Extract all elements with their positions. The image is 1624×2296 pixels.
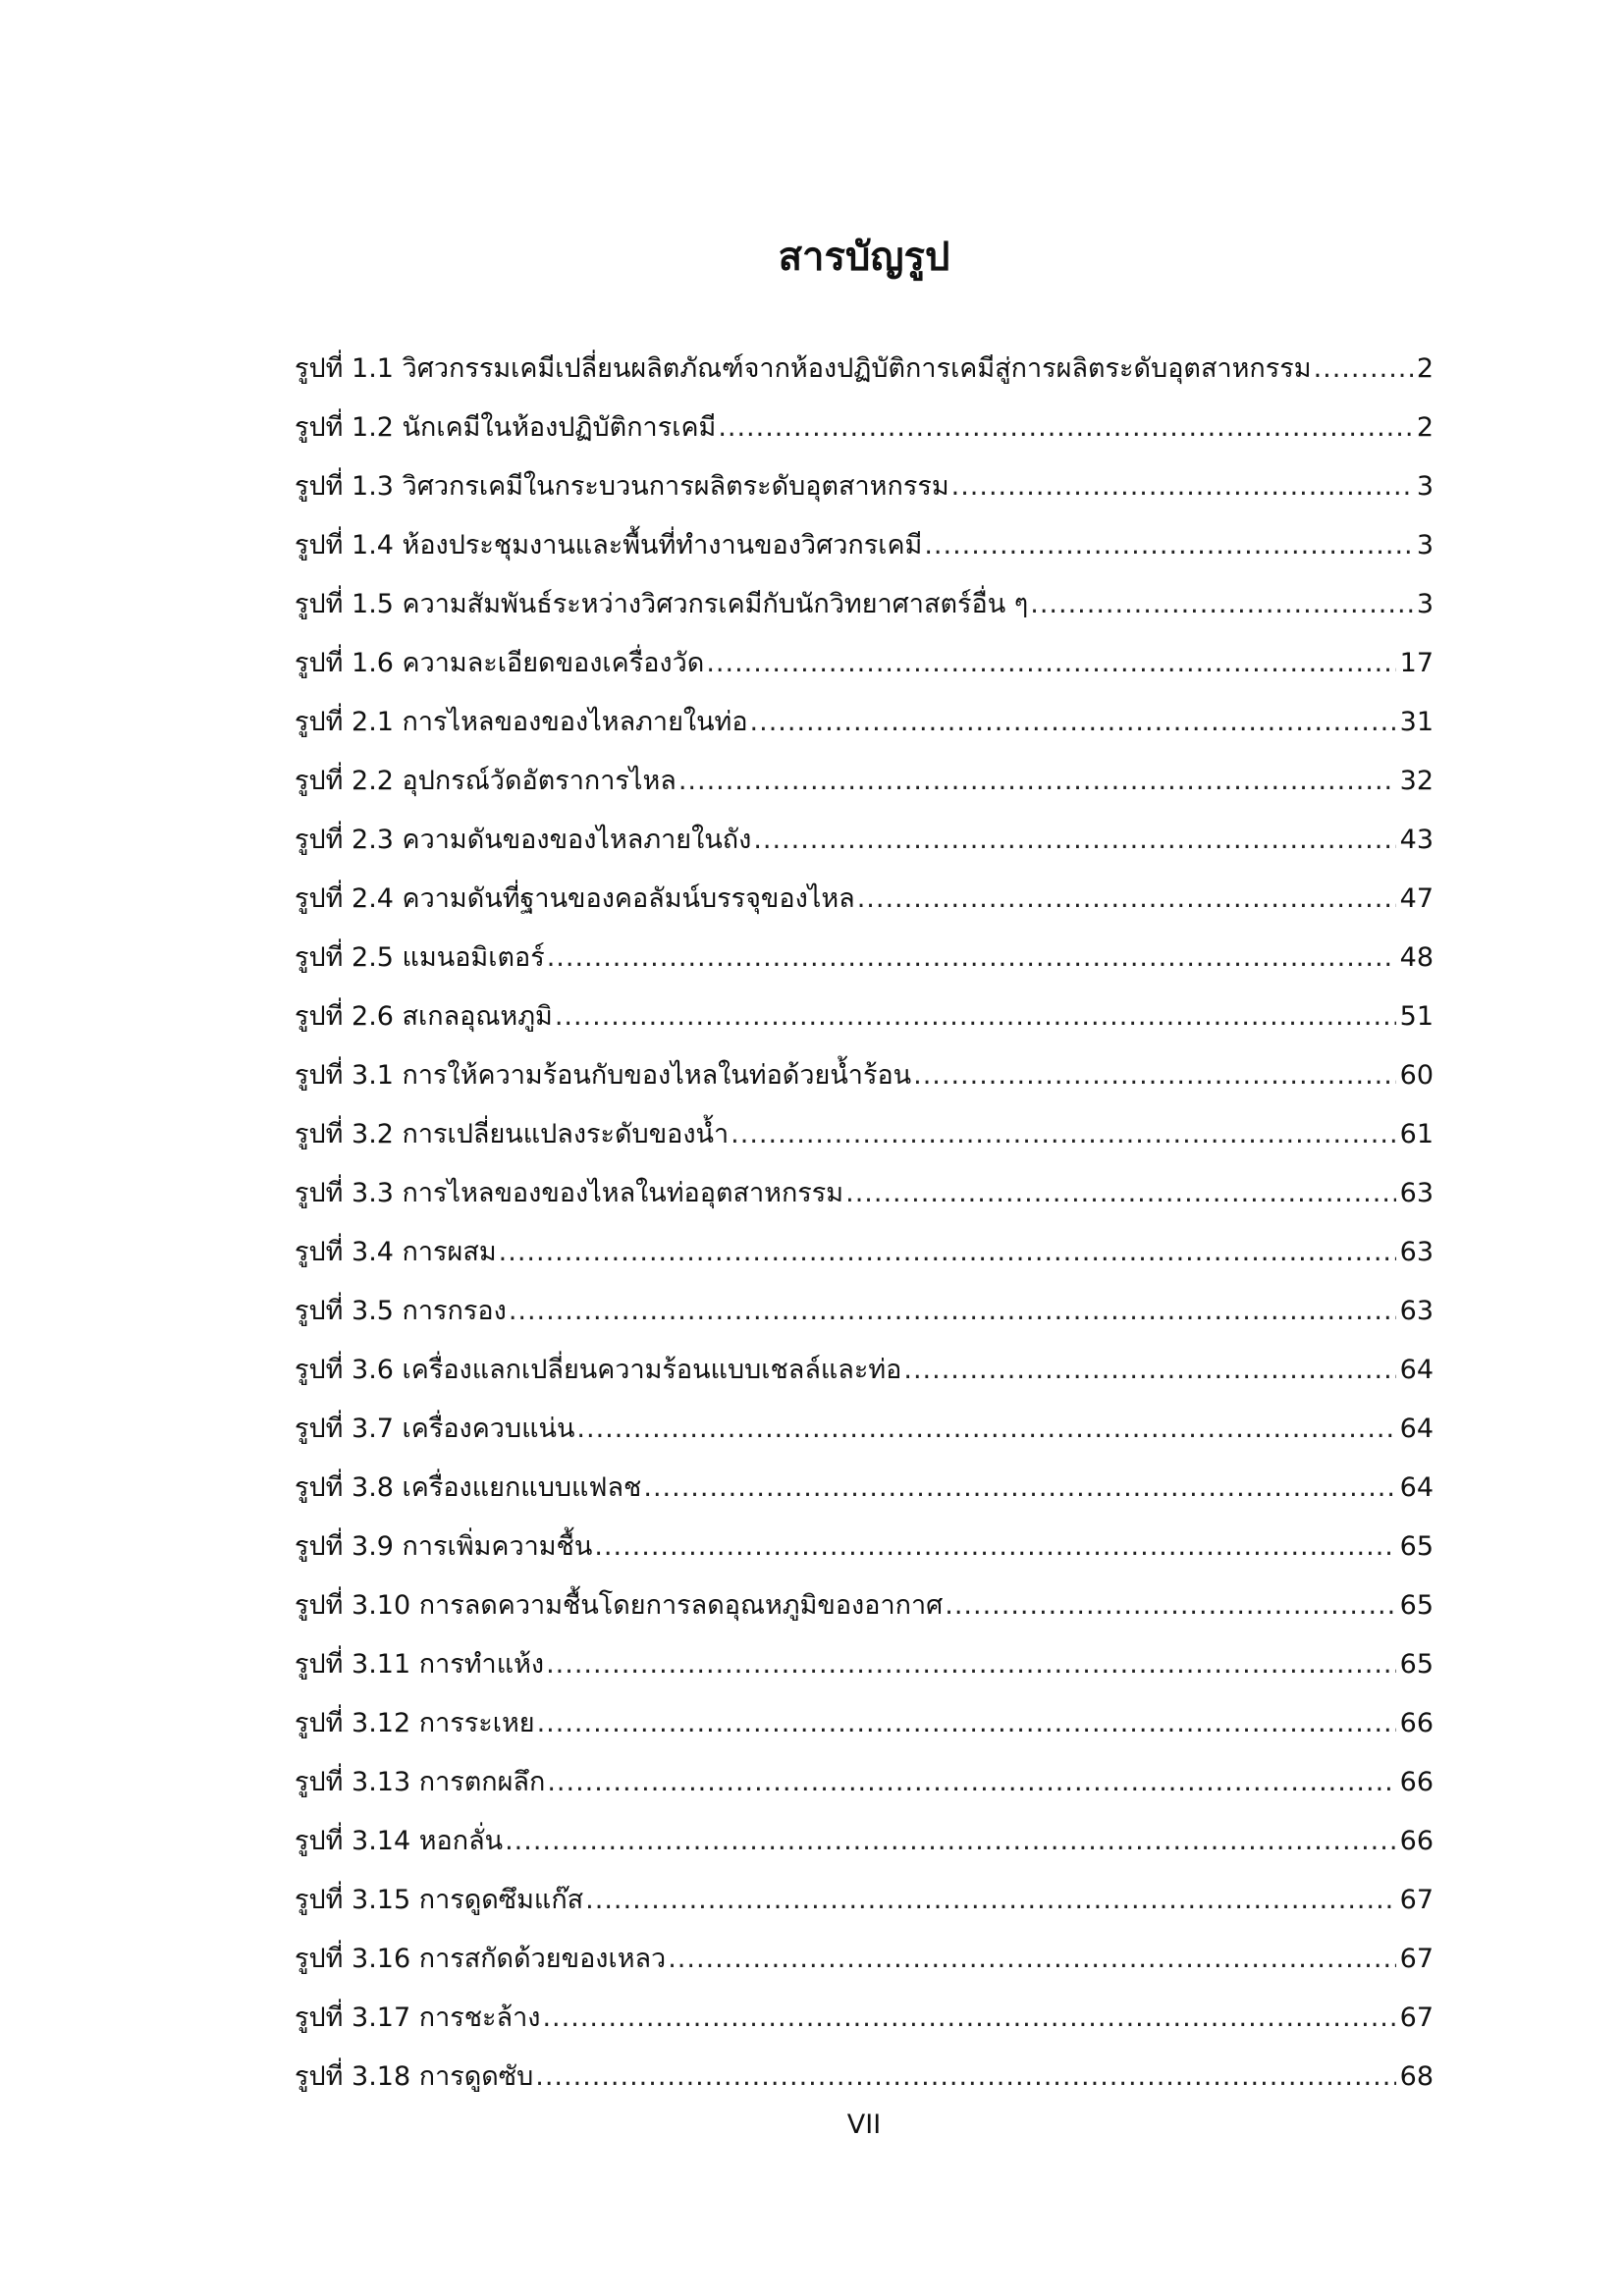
toc-entry-page-number: 68 (1399, 2061, 1434, 2092)
toc-entry-page-number: 2 (1416, 412, 1434, 443)
toc-entry-label: รูปที่ 3.6 เครื่องแลกเปลี่ยนความร้อนแบบเชลล์และท่อ (295, 1355, 902, 1385)
toc-entry[interactable] (295, 1684, 1434, 1743)
toc-entry-label: รูปที่ 1.3 วิศวกรเคมีในกระบวนการผลิตระดับอุตสาหกรรม (295, 471, 949, 502)
toc-entry-label: รูปที่ 3.13 การตกผลึก (295, 1767, 546, 1797)
toc-entry-page-number: 63 (1399, 1178, 1434, 1208)
toc-entry-page-number: 31 (1399, 707, 1434, 737)
toc-entry-page-number: 67 (1399, 1885, 1434, 1915)
toc-entry-page-number: 61 (1399, 1119, 1434, 1149)
toc-entry-page-number: 47 (1399, 883, 1434, 914)
toc-entry-label: รูปที่ 2.3 ความดันของของไหลภายในถัง (295, 825, 752, 855)
dot-leader (718, 408, 1413, 448)
toc-entry-page-number: 48 (1399, 942, 1434, 973)
toc-entry-page-number: 63 (1399, 1296, 1434, 1326)
toc-entry-page-number: 67 (1399, 1944, 1434, 1974)
toc-entry-label: รูปที่ 3.17 การชะล้าง (295, 2002, 541, 2033)
toc-entry-page-number: 66 (1399, 1708, 1434, 1738)
toc-entry-label: รูปที่ 3.2 การเปลี่ยนแปลงระดับของน้ำ (295, 1119, 730, 1149)
toc-entry[interactable] (295, 507, 1434, 565)
toc-entry-page-number: 32 (1399, 766, 1434, 796)
toc-entry-label: รูปที่ 3.7 เครื่องควบแน่น (295, 1414, 575, 1444)
toc-entry-page-number: 51 (1399, 1001, 1434, 1032)
toc-entry-label: รูปที่ 3.12 การระเหย (295, 1708, 535, 1738)
toc-entry[interactable] (295, 1154, 1434, 1213)
toc-entry-page-number: 65 (1399, 1649, 1434, 1680)
toc-entry-label: รูปที่ 3.8 เครื่องแยกแบบแฟลช (295, 1472, 642, 1503)
dot-leader (903, 1351, 1395, 1390)
dot-leader (753, 821, 1395, 860)
toc-entry-label: รูปที่ 3.15 การดูดซึมแก๊ส (295, 1885, 584, 1915)
dot-leader (857, 880, 1396, 919)
dot-leader (913, 1056, 1396, 1095)
toc-entry[interactable] (295, 1802, 1434, 1861)
list-of-figures (295, 330, 1434, 2097)
toc-entry-page-number: 65 (1399, 1590, 1434, 1621)
toc-entry-label: รูปที่ 3.4 การผสม (295, 1237, 497, 1267)
toc-entry[interactable] (295, 1861, 1434, 1920)
dot-leader (706, 644, 1395, 683)
dot-leader (643, 1468, 1395, 1508)
toc-entry-label: รูปที่ 3.10 การลดความชื้นโดยการลดอุณหภูมิของอากาศ (295, 1590, 944, 1621)
toc-entry[interactable] (295, 1272, 1434, 1331)
toc-entry[interactable] (295, 860, 1434, 919)
toc-entry-page-number: 3 (1416, 589, 1434, 619)
toc-entry[interactable] (295, 1095, 1434, 1154)
dot-leader (547, 1763, 1395, 1802)
dot-leader (537, 1704, 1396, 1743)
toc-entry-label: รูปที่ 3.5 การกรอง (295, 1296, 507, 1326)
toc-entry-page-number: 67 (1399, 2002, 1434, 2033)
dot-leader (951, 467, 1413, 507)
dot-leader (845, 1174, 1396, 1213)
toc-entry-page-number: 3 (1416, 530, 1434, 561)
toc-entry-page-number: 64 (1399, 1355, 1434, 1385)
toc-entry-label: รูปที่ 1.1 วิศวกรรมเคมีเปลี่ยนผลิตภัณฑ์จากห้องปฏิบัติการเคมีสู่การผลิตระดับอุตสาหกรรม (295, 353, 1312, 384)
toc-entry-label: รูปที่ 2.5 แมนอมิเตอร์ (295, 942, 545, 973)
toc-entry-label: รูปที่ 3.3 การไหลของของไหลในท่ออุตสาหกรรม (295, 1178, 844, 1208)
toc-entry[interactable] (295, 2038, 1434, 2097)
toc-entry[interactable] (295, 389, 1434, 448)
toc-entry[interactable] (295, 801, 1434, 860)
toc-entry-label: รูปที่ 3.11 การทำแห้ง (295, 1649, 545, 1680)
dot-leader (668, 1940, 1395, 1979)
toc-entry[interactable] (295, 919, 1434, 978)
toc-entry-label: รูปที่ 3.1 การให้ความร้อนกับของไหลในท่อด้วยน้ำร้อน (295, 1060, 912, 1091)
dot-leader (1030, 585, 1413, 624)
toc-entry-page-number: 2 (1416, 353, 1434, 384)
dot-leader (576, 1410, 1395, 1449)
toc-entry-label: รูปที่ 3.14 หอกลั่น (295, 1826, 504, 1856)
toc-entry[interactable] (295, 624, 1434, 683)
toc-entry-label: รูปที่ 3.18 การดูดซับ (295, 2061, 534, 2092)
toc-entry[interactable] (295, 1979, 1434, 2038)
dot-leader (546, 1645, 1396, 1684)
toc-entry[interactable] (295, 742, 1434, 801)
toc-entry-label: รูปที่ 1.2 นักเคมีในห้องปฏิบัติการเคมี (295, 412, 717, 443)
toc-entry[interactable] (295, 1508, 1434, 1567)
toc-entry-page-number: 66 (1399, 1767, 1434, 1797)
toc-entry-label: รูปที่ 2.4 ความดันที่ฐานของคอลัมน์บรรจุของไหล (295, 883, 855, 914)
toc-entry-page-number: 65 (1399, 1531, 1434, 1562)
toc-entry-page-number: 63 (1399, 1237, 1434, 1267)
toc-entry[interactable] (295, 565, 1434, 624)
toc-entry[interactable] (295, 1567, 1434, 1626)
toc-entry-page-number: 64 (1399, 1414, 1434, 1444)
toc-entry-label: รูปที่ 3.9 การเพิ่มความชื้น (295, 1531, 593, 1562)
toc-entry-label: รูปที่ 2.2 อุปกรณ์วัดอัตราการไหล (295, 766, 677, 796)
toc-entry[interactable] (295, 1037, 1434, 1095)
toc-entry-label: รูปที่ 3.16 การสกัดด้วยของเหลว (295, 1944, 667, 1974)
dot-leader (509, 1292, 1396, 1331)
toc-entry[interactable] (295, 1213, 1434, 1272)
toc-entry[interactable] (295, 1390, 1434, 1449)
dot-leader (542, 1999, 1395, 2038)
dot-leader (535, 2057, 1395, 2097)
dot-leader (585, 1881, 1395, 1920)
dot-leader (924, 526, 1412, 565)
dot-leader (750, 703, 1396, 742)
toc-entry[interactable] (295, 978, 1434, 1037)
toc-entry[interactable] (295, 448, 1434, 507)
toc-entry[interactable] (295, 683, 1434, 742)
page-number: VII (846, 2109, 882, 2140)
dot-leader (505, 1822, 1396, 1861)
toc-entry[interactable] (295, 1626, 1434, 1684)
toc-entry-label: รูปที่ 2.1 การไหลของของไหลภายในท่อ (295, 707, 748, 737)
dot-leader (594, 1527, 1395, 1567)
dot-leader (499, 1233, 1396, 1272)
toc-entry-page-number: 17 (1399, 648, 1434, 678)
dot-leader (731, 1115, 1395, 1154)
dot-leader (945, 1586, 1395, 1626)
toc-entry-page-number: 64 (1399, 1472, 1434, 1503)
toc-entry-page-number: 60 (1399, 1060, 1434, 1091)
toc-entry[interactable] (295, 1920, 1434, 1979)
toc-entry-label: รูปที่ 1.4 ห้องประชุมงานและพื้นที่ทำงานของวิศวกรเคมี (295, 530, 923, 561)
toc-entry[interactable] (295, 1449, 1434, 1508)
toc-entry-label: รูปที่ 2.6 สเกลอุณหภูมิ (295, 1001, 553, 1032)
dot-leader (555, 997, 1396, 1037)
toc-entry-page-number: 43 (1399, 825, 1434, 855)
toc-entry[interactable] (295, 1743, 1434, 1802)
toc-entry-page-number: 3 (1416, 471, 1434, 502)
dot-leader (547, 938, 1396, 978)
dot-leader (1314, 349, 1413, 389)
dot-leader (678, 762, 1396, 801)
toc-entry-page-number: 66 (1399, 1826, 1434, 1856)
toc-entry[interactable] (295, 1331, 1434, 1390)
page-title: สารบัญรูป (778, 234, 950, 280)
toc-entry[interactable] (295, 330, 1434, 389)
toc-entry-label: รูปที่ 1.5 ความสัมพันธ์ระหว่างวิศวกรเคมีกับนักวิทยาศาสตร์อื่น ๆ (295, 589, 1029, 619)
toc-entry-label: รูปที่ 1.6 ความละเอียดของเครื่องวัด (295, 648, 705, 678)
